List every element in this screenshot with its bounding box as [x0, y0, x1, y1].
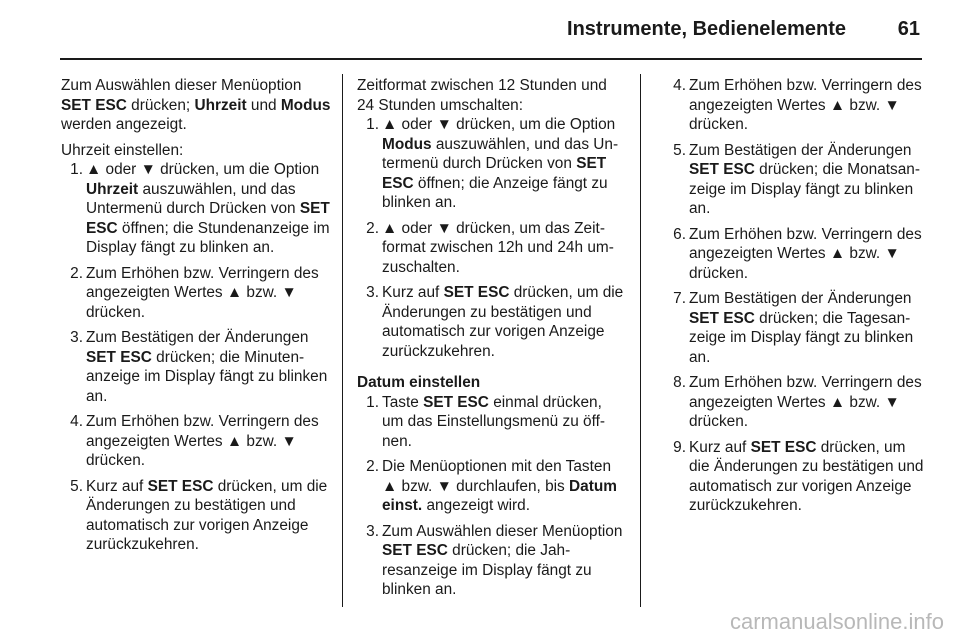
column-divider-1	[342, 74, 343, 607]
step-lead: Uhrzeit einstellen:	[61, 141, 184, 159]
steps-list	[357, 393, 627, 600]
list-item: 2. ▲ oder ▼ drücken, um das Zeitformat zwischen 12h und 24h umzuschalten.	[366, 219, 614, 276]
list-item: 7. Zum Bestätigen der Änderungen SET ESC drücken; die Tagesanzeige im Display fängt zu blinken an.	[673, 290, 914, 366]
menu-option-label: Uhrzeit	[194, 96, 247, 114]
list-item: 3. Kurz auf SET ESC drücken, um die Änderungen zu bestätigen und automatisch zur vorigen Anzeige zurückzukehren.	[366, 284, 624, 360]
list-item: 8. Zum Erhöhen bzw. Verringern des angezeigten Wertes ▲ bzw. ▼ drücken.	[673, 374, 922, 430]
list-item: 3. Zum Bestätigen der Änderungen SET ESC drücken; die Minutenanzeige im Display fängt zu blinken an.	[70, 329, 328, 405]
list-item: 3. Zum Auswählen dieser Menüoption SET ESC drücken; die Jahresanzeige im Display fängt zu blinken an.	[366, 522, 623, 598]
column-3	[664, 76, 926, 522]
column-2	[357, 76, 627, 606]
steps-list	[664, 76, 926, 516]
watermark: carmanualsonline.info	[729, 609, 944, 634]
section-title: Instrumente, Bedienelemente	[567, 18, 846, 40]
column-divider-2	[640, 74, 641, 607]
column-1	[61, 76, 333, 561]
list-item: 5. Kurz auf SET ESC drücken, um die Änderungen zu bestätigen und automatisch zur vorigen Anzeige zurückzukehren.	[70, 477, 328, 553]
page-number: 61	[897, 18, 920, 40]
list-item: 6. Zum Erhöhen bzw. Verringern des angezeigten Wertes ▲ bzw. ▼ drücken.	[673, 225, 922, 282]
steps-list	[357, 115, 627, 361]
key-label: SET ESC	[61, 96, 127, 114]
list-item: 4. Zum Erhöhen bzw. Verringern des angezeigten Wertes ▲ bzw. ▼ drücken.	[673, 77, 922, 133]
list-item: 4. Zum Erhöhen bzw. Verringern des angezeigten Wertes ▲ bzw. ▼ drücken.	[70, 413, 319, 469]
menu-option-label: Modus	[280, 96, 331, 114]
steps-list	[61, 160, 333, 555]
page-header	[0, 0, 960, 60]
list-item: 9. Kurz auf SET ESC drücken, um die Änderungen zu bestätigen und automatisch zur vorigen Anzeige zurückzukehren.	[673, 438, 924, 514]
list-item: 1. Taste SET ESC einmal drücken, um das Einstellungsmenü zu öffnen.	[366, 393, 606, 450]
list-item: 2. Zum Erhöhen bzw. Verringern des angezeigten Wertes ▲ bzw. ▼ drücken.	[70, 264, 319, 321]
list-item: 5. Zum Bestätigen der Änderungen SET ESC drücken; die Monatsanzeige im Display fängt zu blinken an.	[673, 141, 920, 217]
list-item: 2. Die Menüoptionen mit den Tasten ▲ bzw. ▼ durchlaufen, bis Datum einst. angezeigt wird.	[366, 458, 617, 514]
step-lead: Zeitformat zwischen 12 Stunden und 24 Stunden umschalten:	[357, 77, 607, 114]
list-item: 1. ▲ oder ▼ drücken, um die Option Modus auszuwählen, und das Untermenü durch Drücken von SET ESC öffnen; die Anzeige fängt zu blinken an.	[366, 116, 619, 211]
intro-paragraph: Zum Auswählen dieser Menüoption SET ESC drücken; Uhrzeit und Modus werden angezeigt.	[61, 77, 331, 133]
section-heading: Datum einstellen	[357, 374, 481, 391]
header-divider	[60, 58, 922, 60]
list-item: 1. ▲ oder ▼ drücken, um die Option Uhrzeit auszuwählen, und das Untermenü durch Drücken von SET ESC öffnen; die Stundenanzeige im Display fängt zu blinken an.	[70, 161, 330, 256]
